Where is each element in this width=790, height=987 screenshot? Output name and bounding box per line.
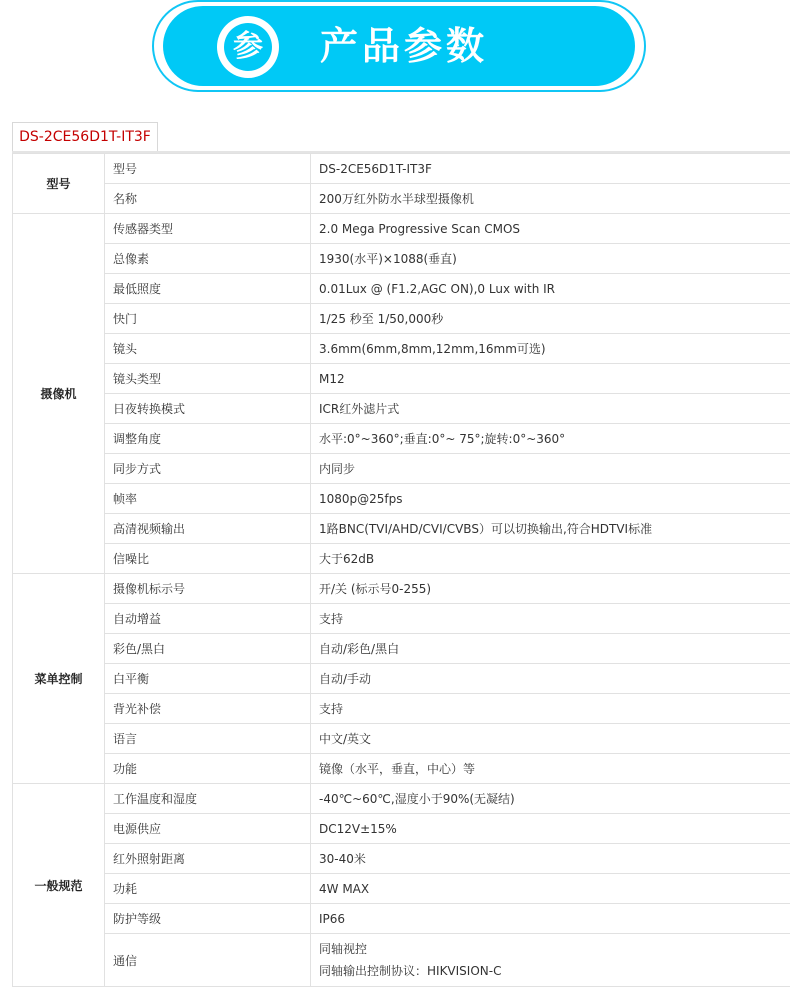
param-value: 支持 (311, 604, 790, 634)
param-value: DC12V±15% (311, 814, 790, 844)
table-row (13, 844, 790, 874)
param-label: 调整角度 (105, 424, 311, 454)
table-row (13, 724, 790, 754)
table-row (13, 184, 790, 214)
param-label: 摄像机标示号 (105, 574, 311, 604)
table-row (13, 274, 790, 304)
param-value: 30-40米 (311, 844, 790, 874)
param-value: 2.0 Mega Progressive Scan CMOS (311, 214, 790, 244)
param-value: ICR红外滤片式 (311, 394, 790, 424)
tab-model[interactable]: DS-2CE56D1T-IT3F (12, 122, 158, 152)
param-value: 0.01Lux @ (F1.2,AGC ON),0 Lux with IR (311, 274, 790, 304)
param-value: IP66 (311, 904, 790, 934)
table-row (13, 754, 790, 784)
table-row (13, 454, 790, 484)
param-label: 功耗 (105, 874, 311, 904)
param-value: M12 (311, 364, 790, 394)
table-row (13, 904, 790, 934)
param-label: 名称 (105, 184, 311, 214)
param-label: 高清视频输出 (105, 514, 311, 544)
param-value: 镜像（水平，垂直，中心）等 (311, 754, 790, 784)
param-value-line: 同轴视控 (319, 942, 368, 956)
param-label: 镜头 (105, 334, 311, 364)
param-label: 型号 (105, 154, 311, 184)
param-label: 功能 (105, 754, 311, 784)
param-label: 工作温度和湿度 (105, 784, 311, 814)
param-value: 自动/手动 (311, 664, 790, 694)
table-row (13, 424, 790, 454)
param-label: 彩色/黑白 (105, 634, 311, 664)
group-model: 型号 (13, 154, 105, 214)
param-label: 传感器类型 (105, 214, 311, 244)
table-row (13, 604, 790, 634)
table-row (13, 574, 790, 604)
table-row (13, 874, 790, 904)
param-value: 1080p@25fps (311, 484, 790, 514)
page-title: 产品参数 (320, 24, 489, 68)
param-label: 白平衡 (105, 664, 311, 694)
param-label: 最低照度 (105, 274, 311, 304)
table-row (13, 154, 790, 184)
param-label: 红外照射距离 (105, 844, 311, 874)
param-value: 200万红外防水半球型摄像机 (311, 184, 790, 214)
table-row (13, 784, 790, 814)
table-row (13, 514, 790, 544)
param-label: 帧率 (105, 484, 311, 514)
param-label: 信噪比 (105, 544, 311, 574)
param-label: 总像素 (105, 244, 311, 274)
group-camera: 摄像机 (13, 214, 105, 574)
param-value: 1930(水平)×1088(垂直) (311, 244, 790, 274)
table-row (13, 394, 790, 424)
badge-icon: 参 (224, 23, 272, 71)
param-label: 语言 (105, 724, 311, 754)
table-row (13, 304, 790, 334)
param-value: 自动/彩色/黑白 (311, 634, 790, 664)
param-label: 防护等级 (105, 904, 311, 934)
param-label: 通信 (105, 934, 311, 987)
param-value: 1/25 秒至 1/50,000秒 (311, 304, 790, 334)
param-value: 水平:0°~360°;垂直:0°~ 75°;旋转:0°~360° (311, 424, 790, 454)
table-row (13, 664, 790, 694)
table-row (13, 334, 790, 364)
param-label: 背光补偿 (105, 694, 311, 724)
param-label: 快门 (105, 304, 311, 334)
spec-table (12, 153, 790, 987)
param-value: 4W MAX (311, 874, 790, 904)
param-label: 同步方式 (105, 454, 311, 484)
table-row (13, 364, 790, 394)
param-label: 镜头类型 (105, 364, 311, 394)
table-row (13, 814, 790, 844)
param-value: 3.6mm(6mm,8mm,12mm,16mm可选) (311, 334, 790, 364)
param-value (311, 934, 790, 987)
table-row (13, 544, 790, 574)
table-row (13, 634, 790, 664)
param-value: 中文/英文 (311, 724, 790, 754)
param-label: 自动增益 (105, 604, 311, 634)
table-row (13, 934, 790, 987)
param-label: 日夜转换模式 (105, 394, 311, 424)
param-value-line: 同轴输出控制协议：HIKVISION-C (319, 964, 502, 978)
group-general: 一般规范 (13, 784, 105, 987)
param-label: 电源供应 (105, 814, 311, 844)
param-value: DS-2CE56D1T-IT3F (311, 154, 790, 184)
param-value: -40℃~60℃,湿度小于90%(无凝结) (311, 784, 790, 814)
table-row (13, 244, 790, 274)
group-menu-control: 菜单控制 (13, 574, 105, 784)
table-row (13, 484, 790, 514)
param-value: 大于62dB (311, 544, 790, 574)
table-row (13, 214, 790, 244)
param-value: 开/关 (标示号0-255) (311, 574, 790, 604)
table-row (13, 694, 790, 724)
param-value: 内同步 (311, 454, 790, 484)
param-value: 支持 (311, 694, 790, 724)
param-value: 1路BNC(TVI/AHD/CVI/CVBS）可以切换输出,符合HDTVI标准 (311, 514, 790, 544)
